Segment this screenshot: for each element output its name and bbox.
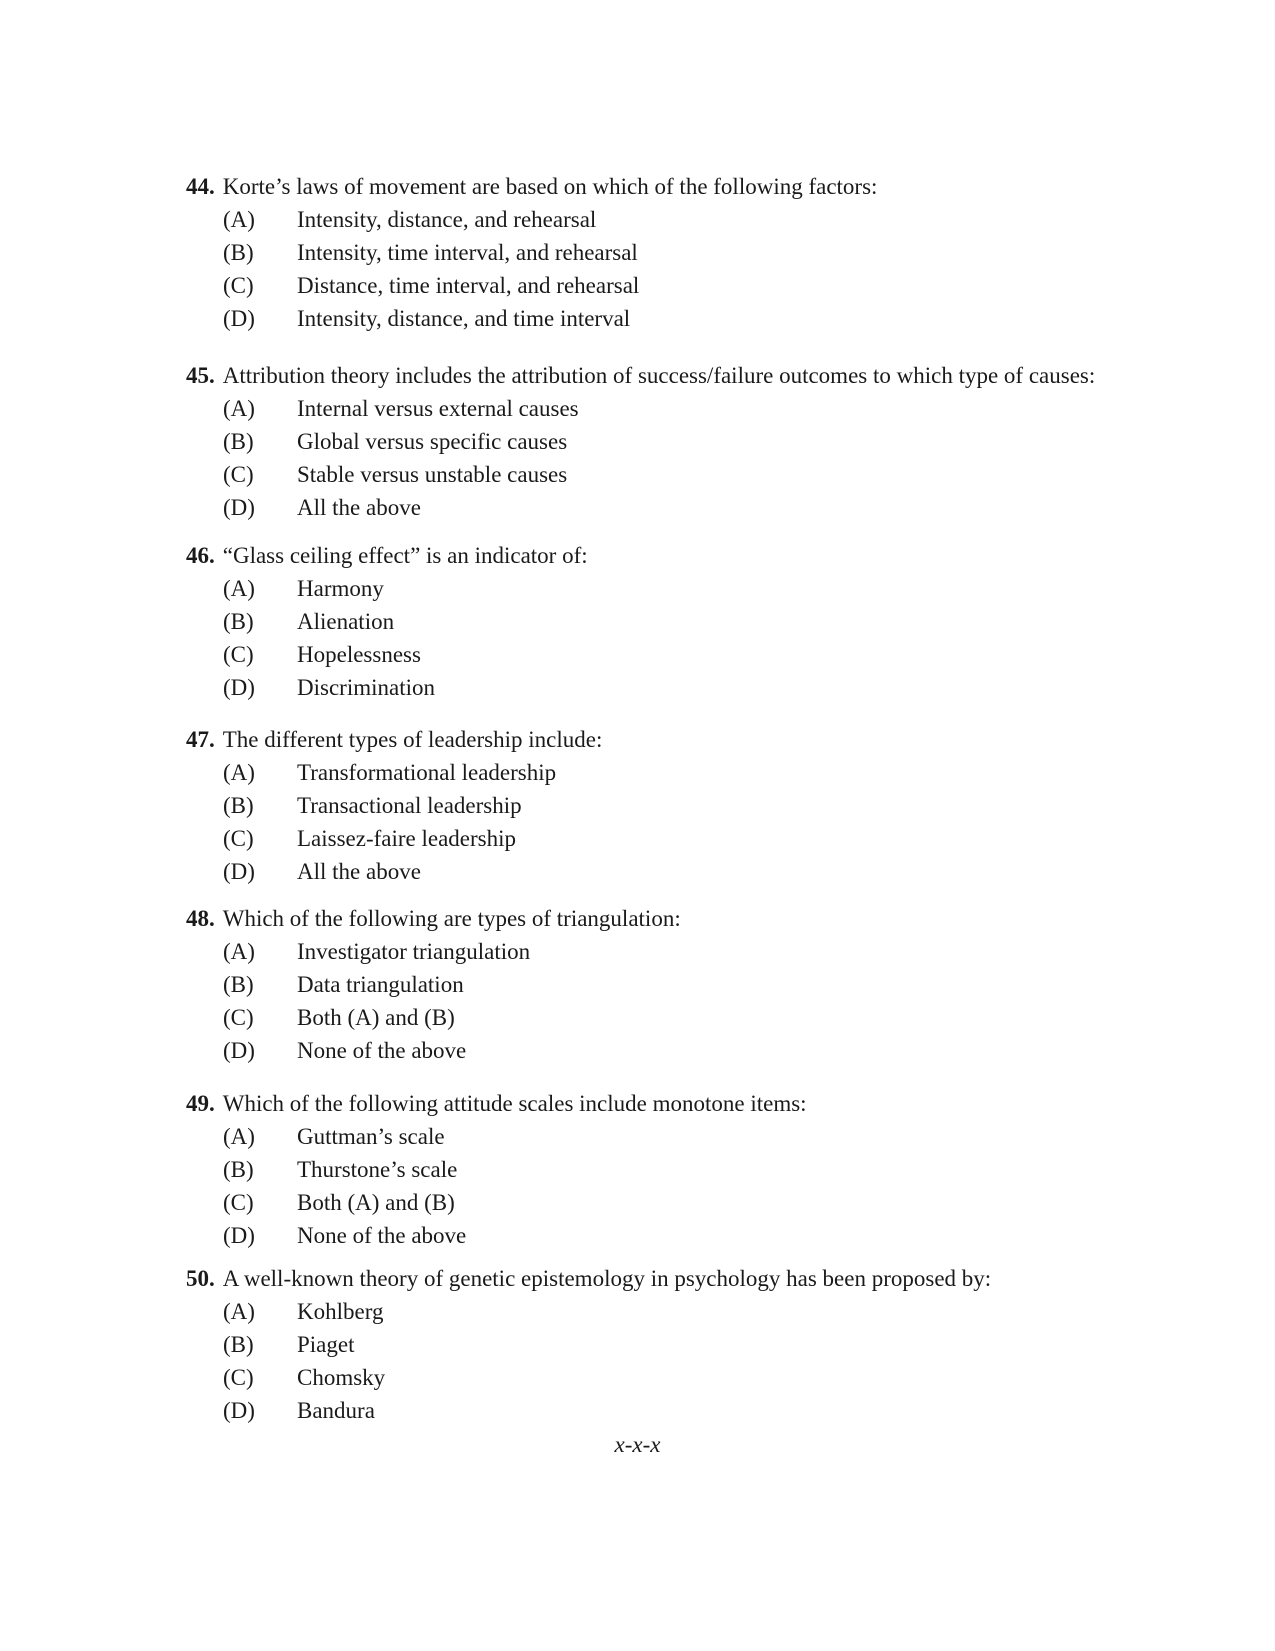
question-text: Which of the following attitude scales include monotone items: xyxy=(222,1091,807,1116)
option-letter: (D) xyxy=(223,675,255,700)
option-letter: (A) xyxy=(223,760,255,785)
question-number: 49. xyxy=(186,1091,215,1116)
option-text: Guttman’s scale xyxy=(297,1124,445,1149)
option-d xyxy=(186,1394,1186,1427)
question-stem xyxy=(186,539,1186,572)
option-a xyxy=(186,756,1186,789)
question-text: Korte’s laws of movement are based on which of the following factors: xyxy=(222,174,878,199)
question-47 xyxy=(186,723,1186,888)
option-text: Piaget xyxy=(297,1332,355,1357)
option-letter: (A) xyxy=(223,1124,255,1149)
question-50 xyxy=(186,1262,1186,1427)
option-text: Hopelessness xyxy=(297,642,421,667)
option-c xyxy=(186,1186,1186,1219)
question-text: The different types of leadership include: xyxy=(222,727,603,752)
question-text: Which of the following are types of triangulation: xyxy=(222,906,681,931)
option-text: Intensity, distance, and time interval xyxy=(297,306,631,331)
option-letter: (D) xyxy=(223,859,255,884)
option-letter: (D) xyxy=(223,1398,255,1423)
question-stem xyxy=(186,723,1186,756)
question-text: “Glass ceiling effect” is an indicator of: xyxy=(222,543,588,568)
question-45 xyxy=(186,359,1186,524)
option-letter: (D) xyxy=(223,495,255,520)
question-number: 44. xyxy=(186,174,215,199)
option-b xyxy=(186,236,1186,269)
option-a xyxy=(186,572,1186,605)
option-letter: (C) xyxy=(223,1365,254,1390)
option-c xyxy=(186,638,1186,671)
option-text: Harmony xyxy=(297,576,384,601)
question-number: 46. xyxy=(186,543,215,568)
option-letter: (C) xyxy=(223,273,254,298)
option-text: Alienation xyxy=(297,609,395,634)
option-text: Internal versus external causes xyxy=(297,396,579,421)
option-letter: (B) xyxy=(223,429,254,454)
question-stem xyxy=(186,1087,1186,1120)
question-stem xyxy=(186,1262,1186,1295)
option-letter: (B) xyxy=(223,1332,254,1357)
option-a xyxy=(186,203,1186,236)
option-letter: (B) xyxy=(223,972,254,997)
option-b xyxy=(186,425,1186,458)
option-text: None of the above xyxy=(297,1223,467,1248)
option-d xyxy=(186,491,1186,524)
option-text: Both (A) and (B) xyxy=(297,1005,455,1030)
option-d xyxy=(186,671,1186,704)
option-text: Chomsky xyxy=(297,1365,386,1390)
option-letter: (A) xyxy=(223,1299,255,1324)
option-text: None of the above xyxy=(297,1038,467,1063)
question-number: 45. xyxy=(186,363,215,388)
option-text: Transformational leadership xyxy=(297,760,557,785)
option-b xyxy=(186,1153,1186,1186)
option-text: Distance, time interval, and rehearsal xyxy=(297,273,640,298)
question-stem xyxy=(186,170,1186,203)
option-text: Intensity, time interval, and rehearsal xyxy=(297,240,638,265)
question-stem xyxy=(186,902,1186,935)
option-d xyxy=(186,1219,1186,1252)
option-a xyxy=(186,1120,1186,1153)
option-letter: (C) xyxy=(223,462,254,487)
option-a xyxy=(186,392,1186,425)
option-text: All the above xyxy=(297,495,421,520)
option-letter: (D) xyxy=(223,1038,255,1063)
option-letter: (D) xyxy=(223,1223,255,1248)
question-48 xyxy=(186,902,1186,1067)
question-text: Attribution theory includes the attribution of success/failure outcomes to which type of causes: xyxy=(222,363,1096,388)
option-text: All the above xyxy=(297,859,421,884)
option-letter: (C) xyxy=(223,826,254,851)
option-letter: (C) xyxy=(223,1005,254,1030)
option-a xyxy=(186,1295,1186,1328)
option-a xyxy=(186,935,1186,968)
option-text: Discrimination xyxy=(297,675,435,700)
question-text: A well-known theory of genetic epistemology in psychology has been proposed by: xyxy=(222,1266,992,1291)
option-b xyxy=(186,605,1186,638)
question-49 xyxy=(186,1087,1186,1252)
option-b xyxy=(186,789,1186,822)
option-letter: (B) xyxy=(223,1157,254,1182)
end-marker: x-x-x xyxy=(614,1432,661,1457)
option-c xyxy=(186,458,1186,491)
option-letter: (B) xyxy=(223,793,254,818)
option-text: Stable versus unstable causes xyxy=(297,462,568,487)
option-letter: (A) xyxy=(223,576,255,601)
option-c xyxy=(186,822,1186,855)
option-letter: (B) xyxy=(223,240,254,265)
question-number: 50. xyxy=(186,1266,215,1291)
option-text: Thurstone’s scale xyxy=(297,1157,458,1182)
option-text: Investigator triangulation xyxy=(297,939,531,964)
question-44 xyxy=(186,170,1186,335)
question-number: 47. xyxy=(186,727,215,752)
option-letter: (A) xyxy=(223,939,255,964)
option-letter: (A) xyxy=(223,396,255,421)
option-c xyxy=(186,269,1186,302)
option-d xyxy=(186,1034,1186,1067)
option-letter: (D) xyxy=(223,306,255,331)
option-letter: (C) xyxy=(223,642,254,667)
option-c xyxy=(186,1001,1186,1034)
option-text: Kohlberg xyxy=(297,1299,384,1324)
question-46 xyxy=(186,539,1186,704)
question-stem xyxy=(186,359,1186,392)
option-text: Transactional leadership xyxy=(297,793,522,818)
option-text: Laissez-faire leadership xyxy=(297,826,517,851)
option-text: Global versus specific causes xyxy=(297,429,568,454)
option-letter: (C) xyxy=(223,1190,254,1215)
option-b xyxy=(186,968,1186,1001)
option-letter: (B) xyxy=(223,609,254,634)
option-text: Both (A) and (B) xyxy=(297,1190,455,1215)
question-number: 48. xyxy=(186,906,215,931)
option-text: Bandura xyxy=(297,1398,375,1423)
option-c xyxy=(186,1361,1186,1394)
option-d xyxy=(186,302,1186,335)
option-text: Data triangulation xyxy=(297,972,464,997)
option-text: Intensity, distance, and rehearsal xyxy=(297,207,597,232)
option-d xyxy=(186,855,1186,888)
option-letter: (A) xyxy=(223,207,255,232)
option-b xyxy=(186,1328,1186,1361)
